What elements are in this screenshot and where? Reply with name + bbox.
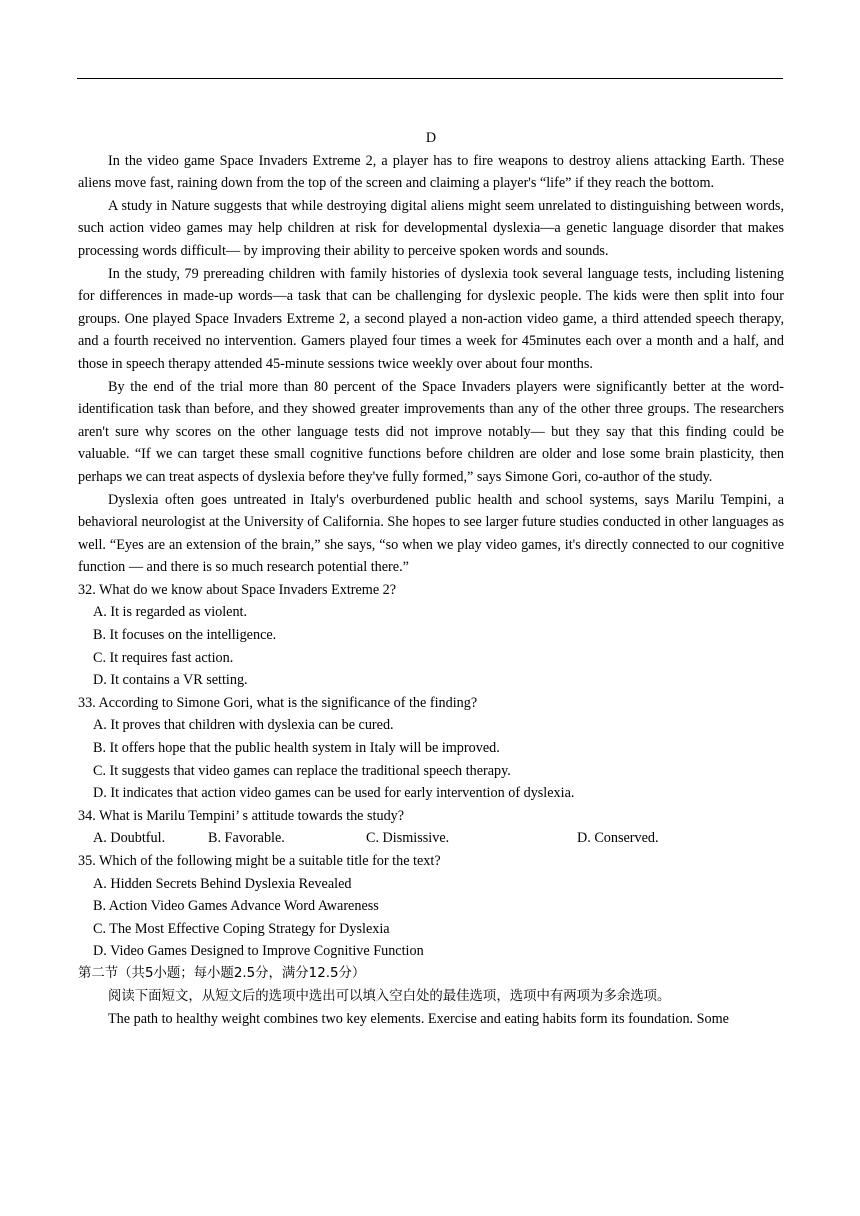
- option-32c: C. It requires fast action.: [93, 649, 234, 666]
- options-34: [78, 827, 784, 850]
- page-content: [78, 127, 784, 1031]
- option-34b: B. Favorable.: [208, 830, 285, 847]
- option-34a: A. Doubtful.: [93, 830, 166, 847]
- section-2-instruction: 阅读下面短文，从短文后的选项中选出可以填入空白处的最佳选项，选项中有两项为多余选项。: [108, 988, 671, 1004]
- option-33c: C. It suggests that video games can replace the traditional speech therapy.: [93, 762, 511, 779]
- passage-paragraph-1: In the video game Space Invaders Extreme 2, a player has to fire weapons to destroy aliens attacking Earth. These aliens move fast, raining down from the top of the screen and claiming a player's “life” if they reach the bottom.: [78, 152, 784, 192]
- section-2-passage-first-line: The path to healthy weight combines two key elements. Exercise and eating habits form its foundation. Some: [108, 1011, 729, 1028]
- passage-paragraph-3: In the study, 79 prereading children with family histories of dyslexia took several language tests, including listening for differences in made-up words—a task that can be challenging for dyslexic people. The kids were then split into four groups. One played Space Invaders Extreme 2, a second played a non-action video game, a third attended speech therapy, and a fourth received no intervention. Gamers played four times a week for 45minutes each over a month and a half, and those in speech therapy attended 45-minute sessions twice weekly over about four months.: [78, 265, 784, 372]
- header-rule: [77, 78, 783, 79]
- option-35c: C. The Most Effective Coping Strategy for Dyslexia: [93, 920, 390, 937]
- option-32a: A. It is regarded as violent.: [93, 604, 248, 621]
- option-33a: A. It proves that children with dyslexia can be cured.: [93, 717, 394, 734]
- section-2-header: 第二节（共5小题；每小题2.5分，满分12.5分）: [78, 965, 366, 981]
- option-34d: D. Conserved.: [577, 830, 659, 847]
- question-34: 34. What is Marilu Tempini’ s attitude towards the study?: [78, 807, 405, 824]
- question-35: 35. Which of the following might be a suitable title for the text?: [78, 853, 441, 869]
- question-33: 33. According to Simone Gori, what is the significance of the finding?: [78, 694, 478, 711]
- option-32b: B. It focuses on the intelligence.: [93, 627, 277, 644]
- option-33b: B. It offers hope that the public health system in Italy will be improved.: [93, 740, 500, 757]
- option-32d: D. It contains a VR setting.: [93, 672, 248, 689]
- passage-paragraph-5: Dyslexia often goes untreated in Italy's overburdened public health and school systems, says Marilu Tempini, a behavioral neurologist at the University of California. She hopes to see larger future studies conducted in other languages as well. “Eyes are an extension of the brain,” she says, “so when we play video games, it's directly connected to our cognitive function — and there is so much research potential there.”: [78, 491, 784, 576]
- option-34c: C. Dismissive.: [366, 830, 450, 847]
- option-35d: D. Video Games Designed to Improve Cognitive Function: [93, 943, 424, 960]
- passage-paragraph-4: By the end of the trial more than 80 percent of the Space Invaders players were significantly better at the word-identification task than before, and they showed greater improvements than any of the other three groups. The researchers aren't sure why scores on the other language tests did not improve notably— but they say that this finding could be valuable. “If we can target these small cognitive functions before children are older and lose some brain plasticity, then perhaps we can treat aspects of dyslexia before they've fully formed,” says Simone Gori, co-author of the study.: [78, 378, 784, 485]
- option-35b: B. Action Video Games Advance Word Awareness: [93, 898, 379, 915]
- question-32: 32. What do we know about Space Invaders Extreme 2?: [78, 581, 397, 598]
- option-33d: D. It indicates that action video games can be used for early intervention of dyslexia.: [93, 785, 575, 802]
- option-35a: A. Hidden Secrets Behind Dyslexia Revealed: [93, 875, 352, 892]
- passage-paragraph-2: A study in Nature suggests that while destroying digital aliens might seem unrelated to distinguishing between words, such action video games may help children at risk for developmental dyslexia—a genetic language disorder that makes processing words difficult— by improving their ability to perceive spoken words and sounds.: [78, 197, 784, 259]
- passage-letter: D: [425, 130, 437, 146]
